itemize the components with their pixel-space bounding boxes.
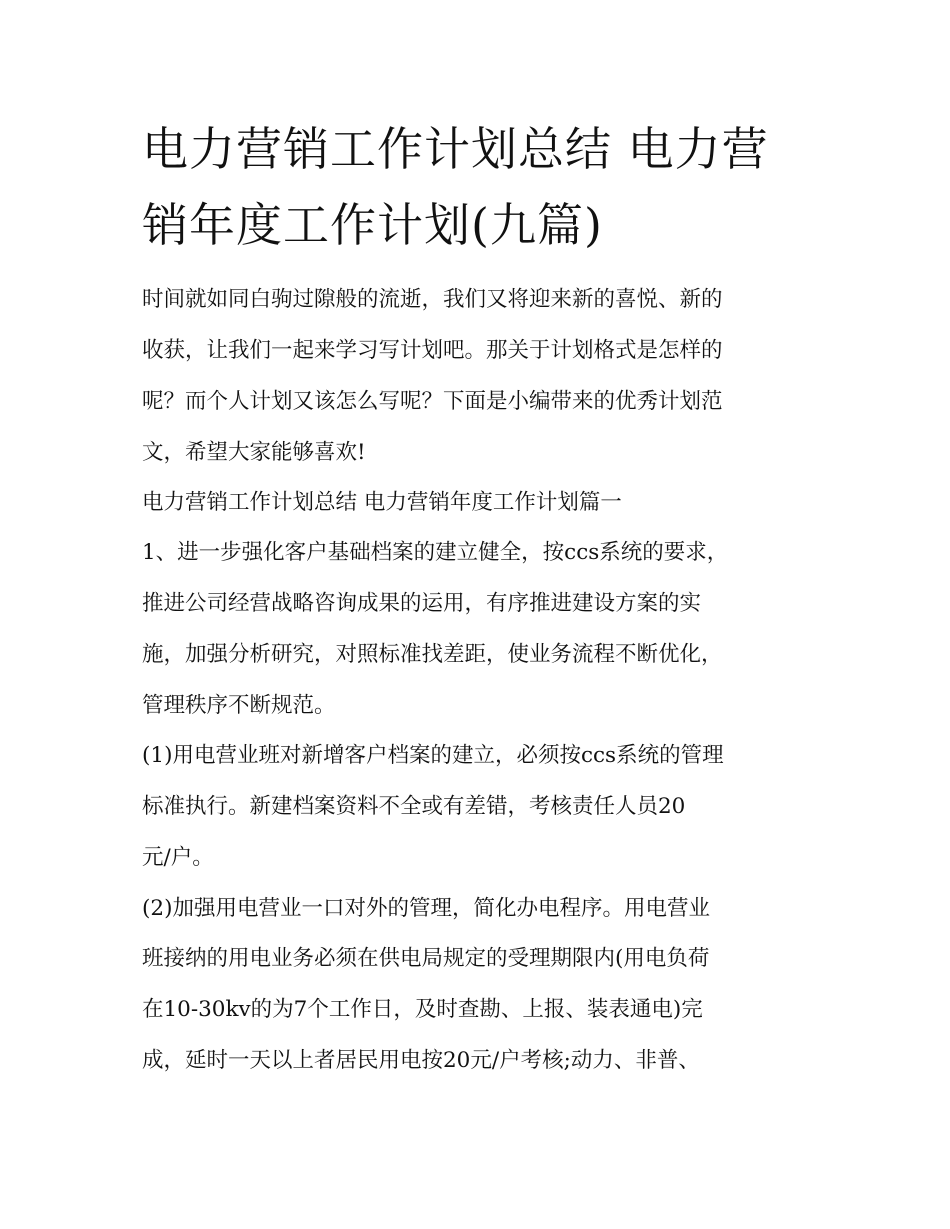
paragraph-line: 在10-30kv的为7个工作日，及时查勘、上报、装表通电)完: [142, 997, 703, 1022]
paragraph-line: 时间就如同白驹过隙般的流逝，我们又将迎来新的喜悦、新的: [142, 287, 723, 312]
paragraph-line: 施，加强分析研究，对照标准找差距，使业务流程不断优化，: [142, 642, 723, 667]
paragraph-line: 管理秩序不断规范。: [142, 693, 336, 718]
paragraph-line: (1)用电营业班对新增客户档案的建立，必须按ccs系统的管理: [142, 743, 724, 768]
document-title-line-1: 电力营销工作计划总结 电力营: [142, 122, 769, 176]
paragraph-line: 文，希望大家能够喜欢!: [142, 440, 366, 465]
paragraph-line: 成，延时一天以上者居民用电按20元/户考核;动力、非普、: [142, 1048, 700, 1073]
paragraph-line: (2)加强用电营业一口对外的管理，简化办电程序。用电营业: [142, 896, 710, 921]
paragraph-line: 呢？而个人计划又该怎么写呢？下面是小编带来的优秀计划范: [142, 389, 723, 414]
paragraph-line: 收获，让我们一起来学习写计划吧。那关于计划格式是怎样的: [142, 338, 723, 363]
document-title-line-2: 销年度工作计划(九篇): [142, 198, 603, 252]
paragraph-line: 元/户。: [142, 845, 214, 870]
paragraph-line: 1、进一步强化客户基础档案的建立健全，按ccs系统的要求，: [142, 540, 729, 565]
paragraph-line: 班接纳的用电业务必须在供电局规定的受理期限内(用电负荷: [142, 946, 710, 971]
paragraph-line: 标准执行。新建档案资料不全或有差错，考核责任人员20: [142, 794, 686, 819]
paragraph-line: 推进公司经营战略咨询成果的运用，有序推进建设方案的实: [142, 591, 702, 616]
section-heading: 电力营销工作计划总结 电力营销年度工作计划篇一: [142, 490, 622, 515]
